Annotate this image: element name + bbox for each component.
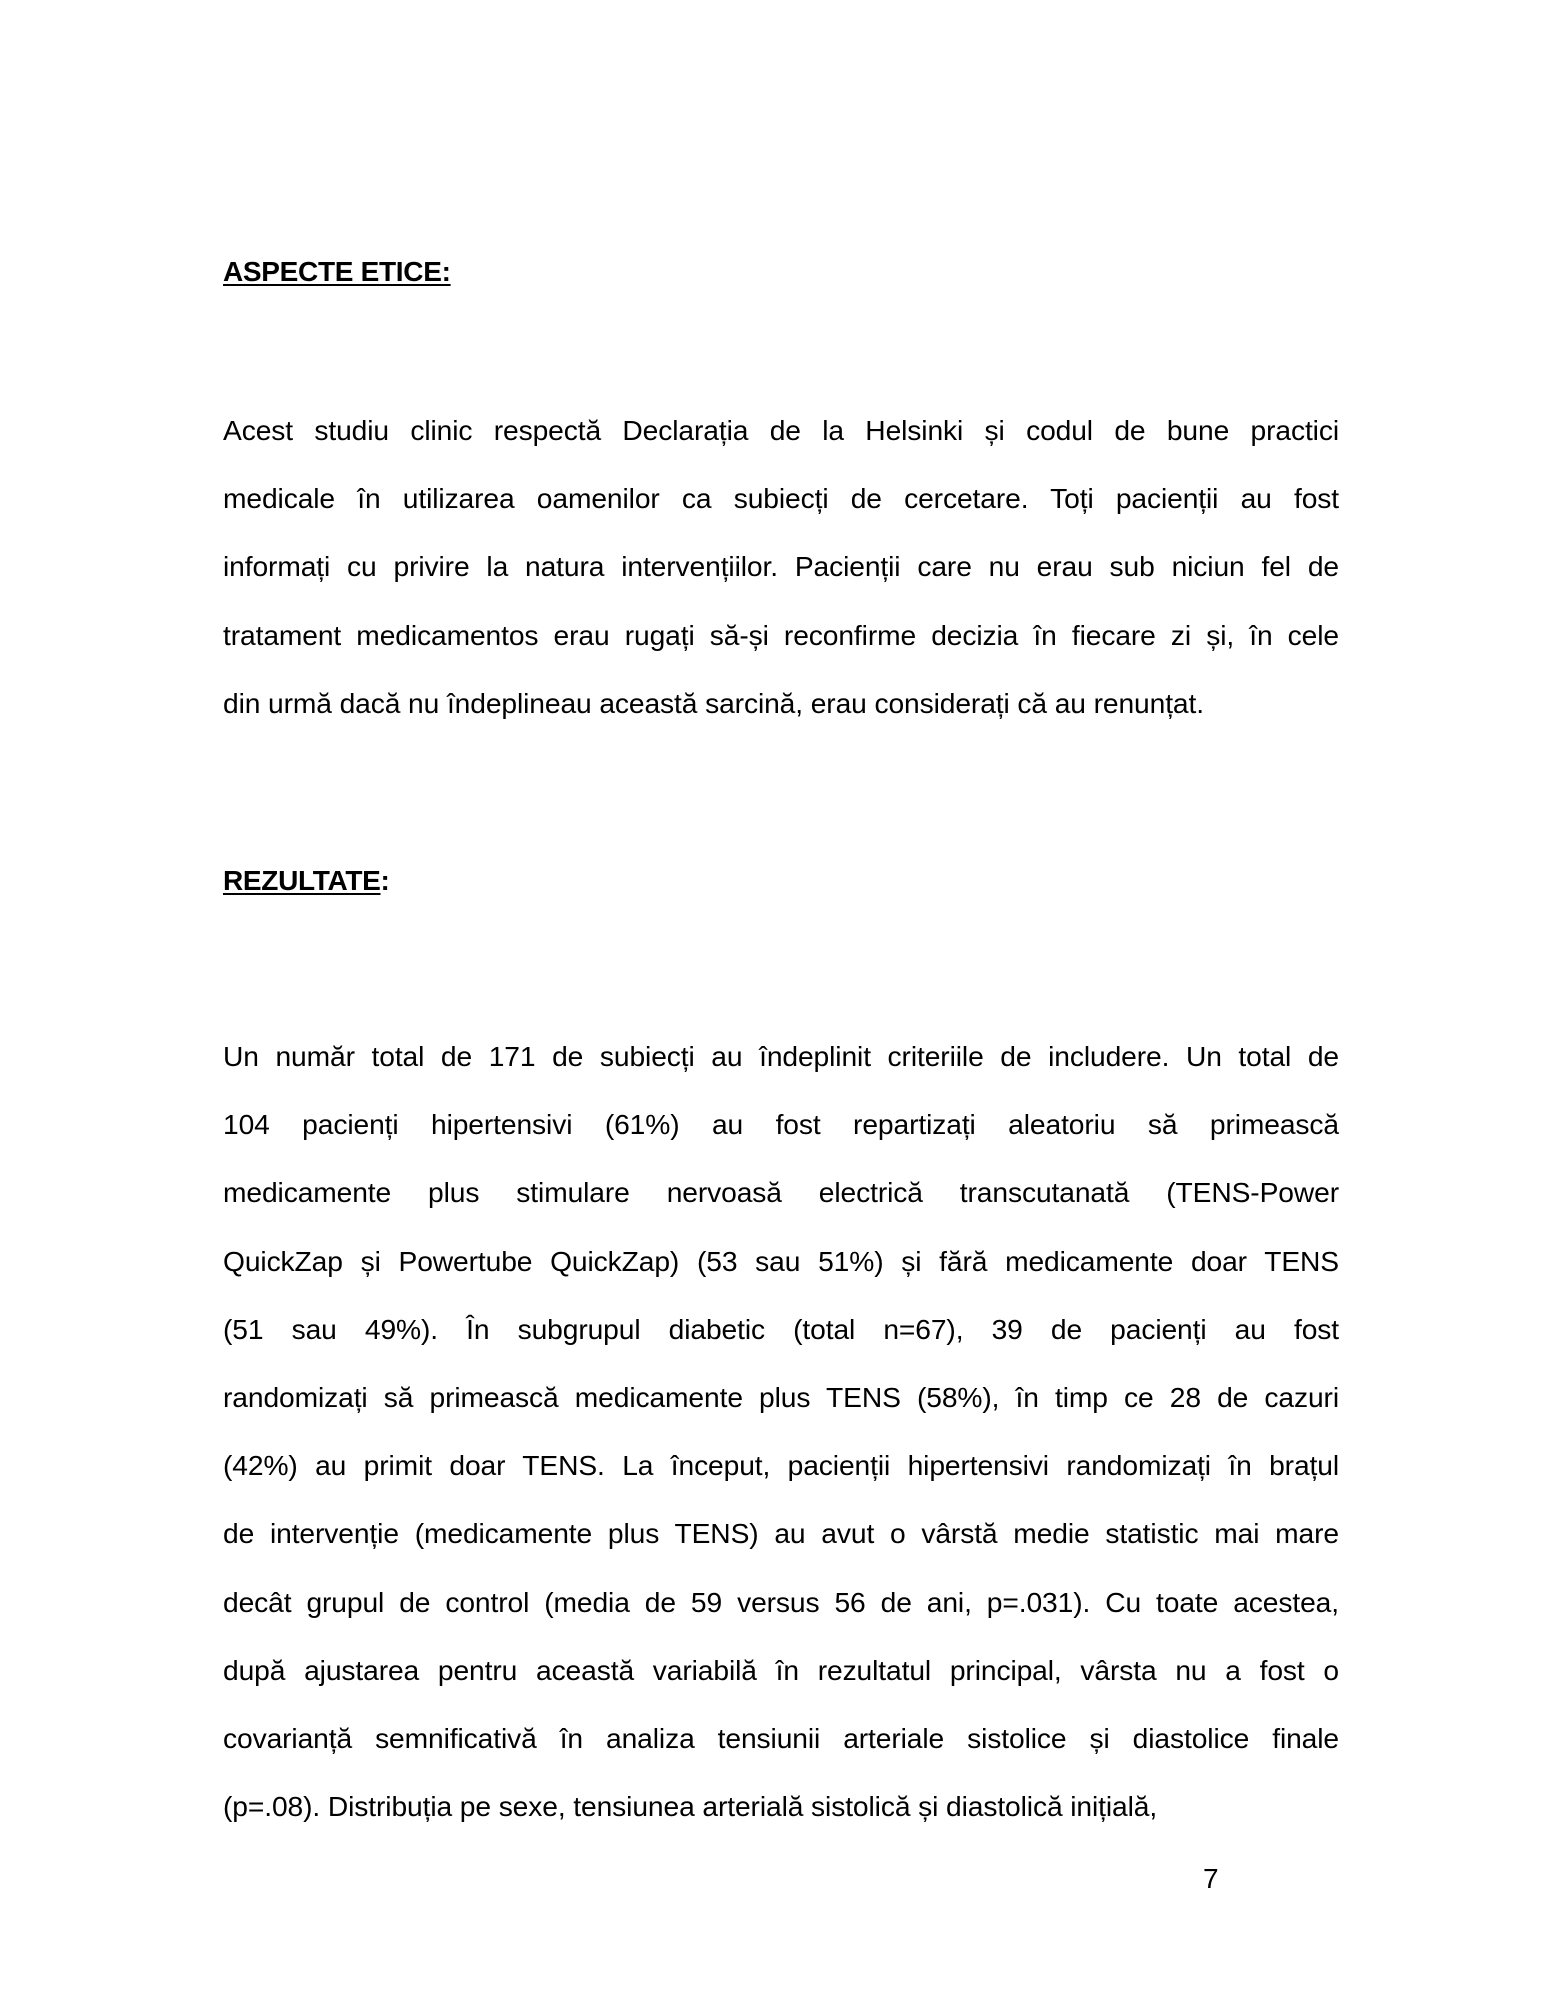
- paragraph-line: informați cu privire la natura intervențiilor. Pacienții care nu erau sub niciun fel de: [223, 550, 1339, 583]
- paragraph-line: 104 pacienți hipertensivi (61%) au fost repartizați aleatoriu să primească: [223, 1108, 1339, 1141]
- section-heading-results-text: REZULTATE: [223, 865, 381, 896]
- paragraph-line: din urmă dacă nu îndeplineau această sarcină, erau considerați că au renunțat.: [223, 686, 1204, 719]
- paragraph-line: (51 sau 49%). În subgrupul diabetic (total n=67), 39 de pacienți au fost: [223, 1312, 1339, 1345]
- paragraph-line: Acest studiu clinic respectă Declarația de la Helsinki și codul de bune practici: [223, 414, 1339, 446]
- section-heading-results: REZULTATE:: [223, 865, 390, 896]
- paragraph-line: medicale în utilizarea oamenilor ca subiecți de cercetare. Toți pacienții au fost: [223, 482, 1339, 515]
- paragraph-line: Un număr total de 171 de subiecți au îndeplinit criteriile de includere. Un total de: [223, 1040, 1339, 1072]
- paragraph-line: (p=.08). Distribuția pe sexe, tensiunea arterială sistolică și diastolică inițială,: [223, 1790, 1158, 1823]
- section-heading-ethics-text: ASPECTE ETICE:: [223, 256, 451, 287]
- paragraph-line: decât grupul de control (media de 59 versus 56 de ani, p=.031). Cu toate acestea,: [223, 1585, 1339, 1618]
- paragraph-line: după ajustarea pentru această variabilă în rezultatul principal, vârsta nu a fost o: [223, 1653, 1339, 1686]
- paragraph-line: medicamente plus stimulare nervoasă electrică transcutanată (TENS-Power: [223, 1176, 1339, 1209]
- paragraph-line: covarianță semnificativă în analiza tensiunii arteriale sistolice și diastolice finale: [223, 1721, 1339, 1754]
- paragraph-results: [223, 1022, 1339, 1840]
- paragraph-ethics: [223, 396, 1339, 737]
- paragraph-line: randomizați să primească medicamente plus TENS (58%), în timp ce 28 de cazuri: [223, 1380, 1339, 1413]
- page-number: 7: [1203, 1863, 1219, 1894]
- section-heading-ethics: [223, 255, 451, 289]
- paragraph-line: (42%) au primit doar TENS. La început, pacienții hipertensivi randomizați în brațul: [223, 1449, 1339, 1482]
- paragraph-line: de intervenție (medicamente plus TENS) au avut o vârstă medie statistic mai mare: [223, 1517, 1339, 1550]
- paragraph-line: tratament medicamentos erau rugați să-și reconfirme decizia în fiecare zi și, în cele: [223, 618, 1339, 651]
- paragraph-line: QuickZap și Powertube QuickZap) (53 sau 51%) și fără medicamente doar TENS: [223, 1244, 1339, 1277]
